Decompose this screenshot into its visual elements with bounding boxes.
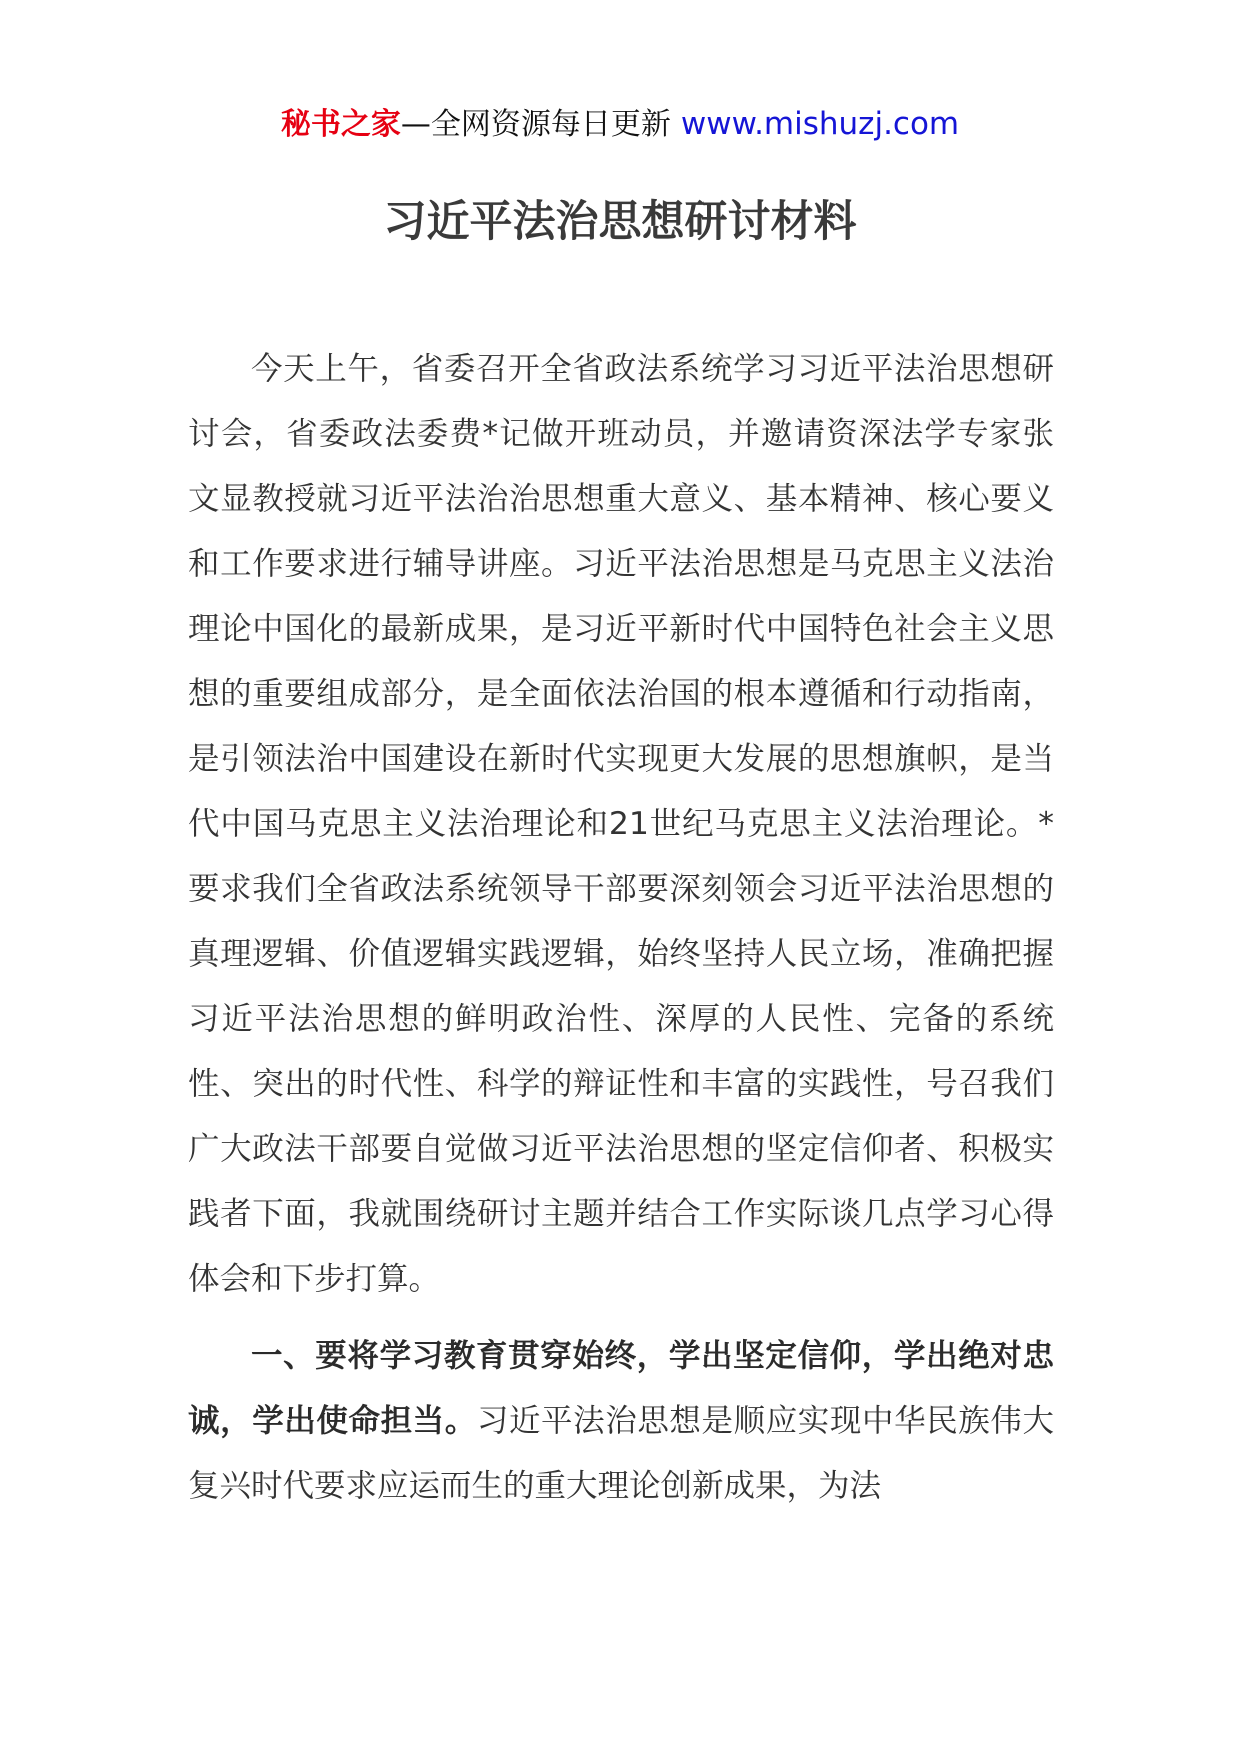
section-1-heading: 一、要将学习教育贯穿始终，学出坚定信仰，学出绝对忠诚，学出使命担当。 (188, 1338, 1054, 1439)
document-title: 习近平法治思想研讨材料 (383, 197, 857, 247)
intro-paragraph: 今天上午，省委召开全省政法系统学习习近平法治思想研讨会，省委政法委费*记做开班动员，并邀请资深法学专家张文显教授就习近平法治治思想重大意义、基本精神、核心要义和工作要求进行辅导讲座。习近平法治思想是马克思主义法治理论中国化的最新成果，是习近平新时代中国特色社会主义思想的重要组成部分，是全面依法治国的根本遵循和行动指南，是引领法治中国建设在新时代实现更大发展的思想旗帜，是当代中国马克思主义法治理论和21世纪马克思主义法治理论。*要求我们全省政法系统领导干部要深刻领会习近平法治思想的真理逻辑、价值逻辑实践逻辑，始终坚持人民立场，准确把握习近平法治思想的鲜明政治性、深厚的人民性、完备的系统性、突出的时代性、科学的辩证性和丰富的实践性，号召我们广大政法干部要自觉做习近平法治思想的坚定信仰者、积极实践者下面，我就围绕研讨主题并结合工作实际谈几点学习心得体会和下步打算。 (188, 351, 1054, 1297)
brand-name: 秘书之家 (280, 107, 401, 142)
section-1-text: 习近平法治思想是顺应实现中华民族伟大复兴时代要求应运而生的重大理论创新成果，为法 (188, 1403, 1054, 1504)
site-header (0, 100, 1240, 149)
header-tagline: —全网资源每日更新 (400, 107, 671, 142)
section-1-paragraph (188, 1324, 1054, 1519)
document-body (188, 337, 1054, 1519)
site-url-link[interactable]: www.mishuzj.com (680, 106, 960, 142)
